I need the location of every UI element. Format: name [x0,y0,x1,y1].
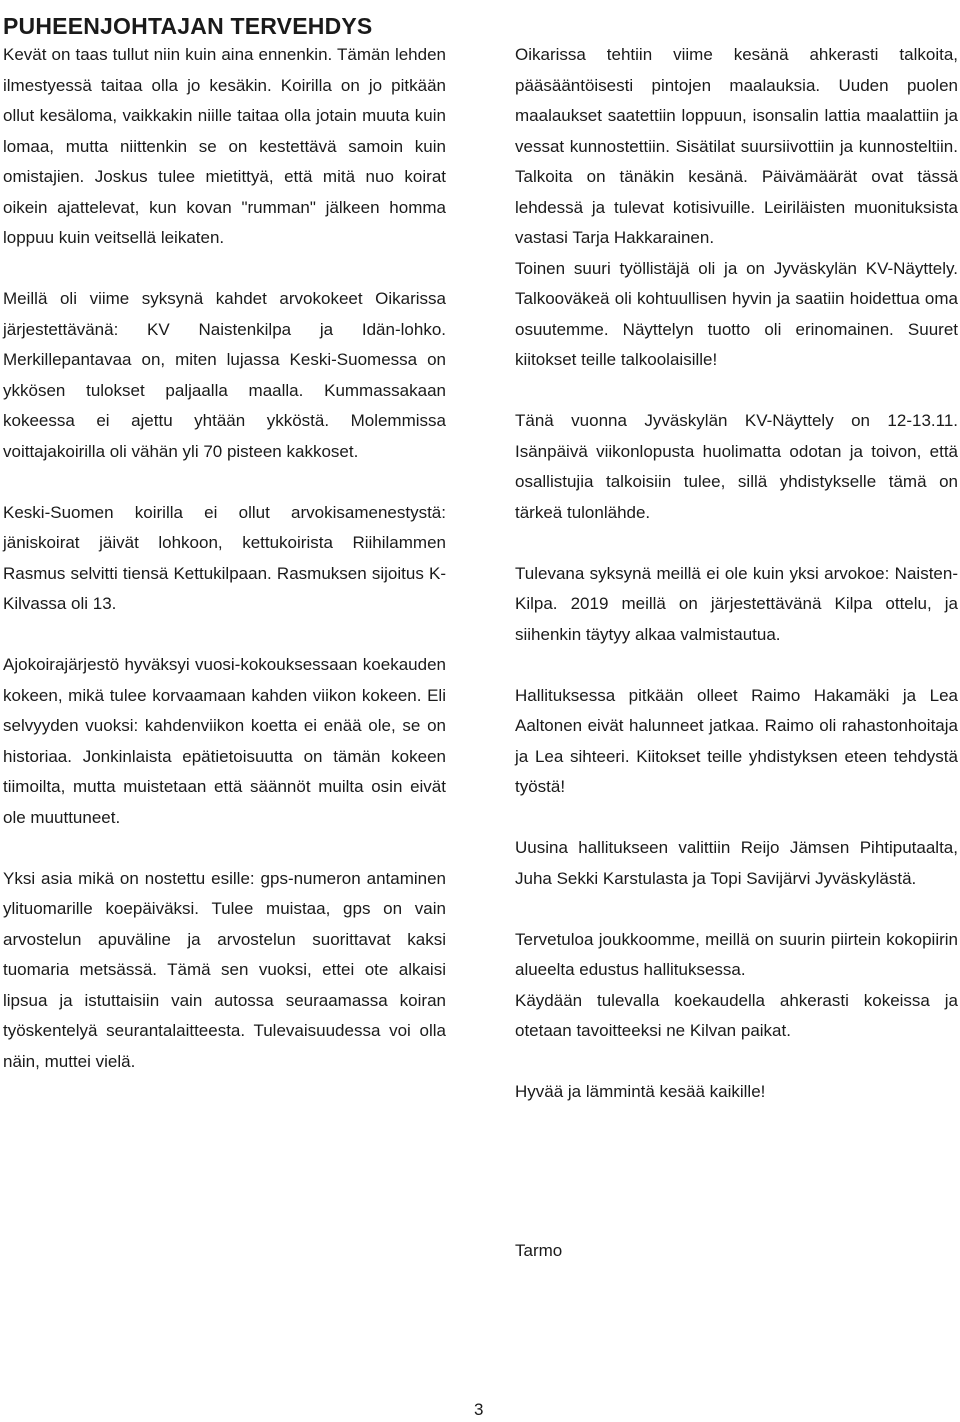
paragraph-welcome: Tervetuloa joukkoomme, meillä on suurin piirtein kokopiirin alueelta edustus hallituksessa. [515,929,958,979]
paragraph-upcoming-trials: Tulevana syksynä meillä ei ole kuin yksi arvokoe: Naisten-Kilpa. 2019 meillä on järjestettävänä Kilpa ottelu, ja siihenkin täytyy alkaa valmistautua. [515,563,958,644]
paragraph-gps-number: Yksi asia mikä on nostettu esille: gps-numeron antaminen ylituomarille koepäiväksi. Tulee muistaa, gps on vain arvostelun apuväline ja arvostelun suorittavat kaksi tuomaria metsässä. Tämä sen vuoksi, ettei ote alkaisi lipsua ja istuttaisiin vain autossa seuraamassa koiran työskentelyä seurantalaitteesta. Tulevaisuudessa voi olla näin, muttei vielä. [3,868,446,1071]
right-column [515,40,958,1138]
page-number: 3 [474,1400,484,1419]
left-column [3,40,446,1108]
signature: Tarmo [515,1241,563,1260]
paragraph-championship-results: Keski-Suomen koirilla ei ollut arvokisamenestystä: jäniskoirat jäivät lohkoon, kettukoirista Riihilammen Rasmus selvitti tiensä Kettukilpaan. Rasmuksen sijoitus K-Kilvassa oli 13. [3,502,446,613]
paragraph-autumn-trials: Meillä oli viime syksynä kahdet arvokokeet Oikarissa järjestettävänä: KV Naistenkilpa ja Idän-lohko. Merkillepantavaa on, miten lujassa Keski-Suomessa on ykkösen tulokset paljaalla maalla. Kummassakaan kokeessa ei ajettu yhtään ykköstä. Molemmissa voittajakoirilla oli vähän yli 70 pisteen kakkoset. [3,289,446,461]
paragraph-board-departures: Hallituksessa pitkään olleet Raimo Hakamäki ja Lea Aaltonen eivät halunneet jatkaa. Raimo oli rahastonhoitaja ja Lea sihteeri. Kiitokset teille yhdistyksen eteen tehdystä työstä! [515,685,958,796]
paragraph-new-board-members: Uusina hallitukseen valittiin Reijo Jämsen Pihtiputaalta, Juha Sekki Karstulasta ja Topi Savijärvi Jyväskylästä. [515,838,958,888]
paragraph-volunteer-work: Oikarissa tehtiin viime kesänä ahkerasti talkoita, pääsääntöisesti pintojen maalauksia. Uuden puolen maalaukset saatettiin loppuun, isonsalin lattia maalattiin ja vessat kunnostettiin. Sisätilat suursiivottiin ja kunnosteltiin. Talkoita on tänäkin kesänä. Päivämäärät ovat tässä lehdessä ja tulevat kotisivuille. Leiriläisten muonituksista vastasi Tarja Hakkarainen. [515,45,958,247]
paragraph-summer-wishes: Hyvää ja lämmintä kesää kaikille! [515,1082,766,1101]
paragraph-trial-season: Käydään tulevalla koekaudella ahkerasti kokeissa ja otetaan tavoitteeksi ne Kilvan paikat. [515,990,958,1040]
paragraph-greeting: Kevät on taas tullut niin kuin aina ennenkin. Tämän lehden ilmestyessä taitaa olla jo kesäkin. Koirilla on jo pitkään ollut kesäloma, vaikkakin niille taitaa olla jotain muuta kuin lomaa, mutta niittenkin se on kestettävä samoin kuin omistajien. Joskus tulee mietittyä, että mitä nuo koirat oikein ajattelevat, kun kovan "rumman" jälkeen homma loppuu kuin veitsellä leikaten. [3,45,446,247]
paragraph-show-date: Tänä vuonna Jyväskylän KV-Näyttely on 12-13.11. Isänpäivä viikonlopusta huolimatta odotan ja toivon, että osallistujia talkoisiin tulee, sillä yhdistykselle tämä on tärkeä tulonlähde. [515,411,958,522]
paragraph-dog-show: Toinen suuri työllistäjä oli ja on Jyväskylän KV-Näyttely. Talkooväkeä oli kohtuullisen hyvin ja saatiin hoidettua oma osuutemme. Näyttelyn tuotto oli erinomainen. Suuret kiitokset teille talkoolaisille! [515,258,958,369]
paragraph-trial-rules: Ajokoirajärjestö hyväksyi vuosi-kokouksessaan koekauden kokeen, mikä tulee korvaamaan kahden viikon kokeen. Eli selvyyden vuoksi: kahdenviikon koetta ei enää ole, se on historiaa. Jonkinlaista epätietoisuutta on tämän kokeen tiimoilta, mutta muistetaan että säännöt muilta osin eivät ole muuttuneet. [3,655,446,827]
page-title: PUHEENJOHTAJAN TERVEHDYS [3,13,373,40]
